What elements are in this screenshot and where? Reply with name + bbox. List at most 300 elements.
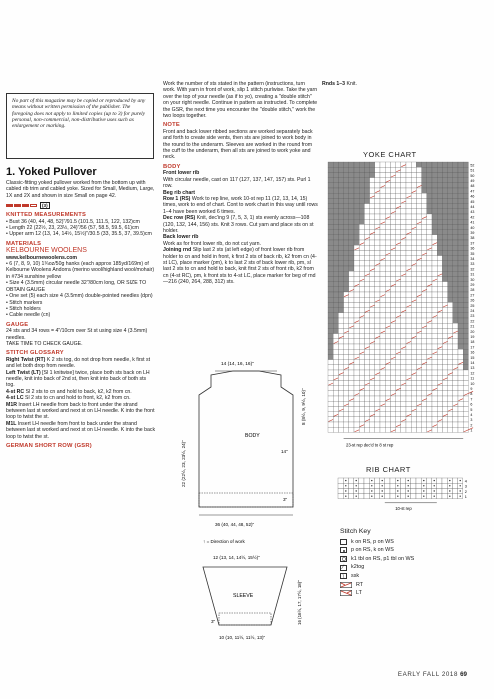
yoke-cell bbox=[333, 276, 338, 281]
yoke-cell bbox=[396, 256, 401, 261]
yoke-cell bbox=[448, 354, 453, 359]
rib-cell bbox=[411, 494, 416, 499]
yoke-cell bbox=[458, 219, 463, 224]
yoke-cell bbox=[338, 198, 343, 203]
yoke-cell bbox=[396, 245, 401, 250]
yoke-cell bbox=[380, 427, 385, 432]
yoke-cell bbox=[390, 167, 395, 172]
yoke-cell bbox=[385, 276, 390, 281]
purl-dot bbox=[371, 480, 372, 481]
yoke-cell bbox=[411, 391, 416, 396]
yoke-row-number: 21 bbox=[470, 324, 475, 329]
yoke-cell bbox=[437, 178, 442, 183]
yoke-cell bbox=[354, 224, 359, 229]
yoke-cell bbox=[416, 198, 421, 203]
yoke-cell bbox=[375, 323, 380, 328]
yoke-cell bbox=[359, 183, 364, 188]
yoke-cell bbox=[359, 198, 364, 203]
material-item: • 6 (7, 8, 9, 10) 1¾oz/50g hanks (each approx 185yd/169m) of Kelbourne Woolens Andorra (merino wool/highland wool/mohair) in #734 sunshine yellow bbox=[6, 261, 155, 280]
yoke-cell bbox=[432, 375, 437, 380]
yoke-cell bbox=[338, 344, 343, 349]
yoke-cell bbox=[437, 386, 442, 391]
yoke-row-number: 16 bbox=[470, 350, 475, 355]
purl-dot bbox=[460, 490, 461, 491]
rib-cell bbox=[452, 478, 457, 483]
yoke-cell bbox=[442, 224, 447, 229]
yoke-cell bbox=[354, 375, 359, 380]
yoke-cell bbox=[437, 318, 442, 323]
yoke-cell bbox=[390, 230, 395, 235]
yoke-cell bbox=[354, 162, 359, 167]
yoke-cell bbox=[364, 266, 369, 271]
copyright-notice: No part of this magazine may be copied or reproduced by any means without written permission of the publisher. The foregoing does not apply to limited copies (up to 3) for purely personal, non-commercial, non-distributive uses such as enlargement or marking. bbox=[6, 93, 154, 159]
yoke-cell bbox=[385, 308, 390, 313]
key-label: LT bbox=[356, 590, 362, 597]
yoke-cell bbox=[349, 282, 354, 287]
yoke-cell bbox=[401, 209, 406, 214]
purl-dot bbox=[397, 490, 398, 491]
yoke-cell bbox=[453, 334, 458, 339]
yoke-row-number: 1 bbox=[470, 428, 473, 433]
yoke-cell bbox=[344, 354, 349, 359]
yoke-cell bbox=[442, 297, 447, 302]
yoke-cell bbox=[458, 365, 463, 370]
yoke-cell bbox=[344, 344, 349, 349]
yoke-cell bbox=[338, 313, 343, 318]
purl-dot bbox=[371, 496, 372, 497]
yoke-cell bbox=[411, 271, 416, 276]
yoke-cell bbox=[344, 219, 349, 224]
yoke-cell bbox=[385, 334, 390, 339]
purl-dot bbox=[434, 480, 435, 481]
yoke-cell bbox=[427, 219, 432, 224]
yoke-cell bbox=[448, 417, 453, 422]
yoke-cell bbox=[359, 427, 364, 432]
joining-term: Joining rnd bbox=[163, 247, 192, 254]
yoke-cell bbox=[370, 256, 375, 261]
yoke-cell bbox=[432, 282, 437, 287]
yoke-cell bbox=[416, 271, 421, 276]
yoke-cell bbox=[411, 209, 416, 214]
yoke-cell bbox=[448, 240, 453, 245]
yoke-cell bbox=[380, 261, 385, 266]
yoke-cell bbox=[411, 380, 416, 385]
yoke-cell bbox=[338, 266, 343, 271]
yoke-cell bbox=[432, 370, 437, 375]
yoke-cell bbox=[338, 167, 343, 172]
yoke-cell bbox=[406, 282, 411, 287]
yoke-cell bbox=[448, 308, 453, 313]
yoke-cell bbox=[432, 323, 437, 328]
yoke-row-number: 23 bbox=[470, 314, 475, 319]
purl-dot bbox=[345, 480, 346, 481]
yoke-cell bbox=[401, 276, 406, 281]
rib-cell bbox=[359, 483, 364, 488]
yoke-cell bbox=[463, 313, 468, 318]
yoke-row-number: 33 bbox=[470, 262, 475, 267]
yoke-cell bbox=[453, 240, 458, 245]
yoke-cell bbox=[406, 427, 411, 432]
yoke-cell bbox=[349, 313, 354, 318]
yoke-cell bbox=[354, 219, 359, 224]
yoke-cell bbox=[437, 354, 442, 359]
purl-dot bbox=[382, 480, 383, 481]
yoke-cell bbox=[333, 214, 338, 219]
yoke-cell bbox=[437, 391, 442, 396]
yoke-cell bbox=[380, 287, 385, 292]
yoke-cell bbox=[422, 380, 427, 385]
yoke-cell bbox=[354, 401, 359, 406]
rib-cell bbox=[426, 494, 431, 499]
yoke-cell bbox=[385, 261, 390, 266]
yoke-cell bbox=[338, 417, 343, 422]
yoke-cell bbox=[338, 354, 343, 359]
yoke-cell bbox=[406, 162, 411, 167]
yoke-cell bbox=[448, 287, 453, 292]
yoke-cell bbox=[453, 292, 458, 297]
yoke-cell bbox=[458, 370, 463, 375]
yoke-cell bbox=[354, 235, 359, 240]
yoke-cell bbox=[385, 344, 390, 349]
yoke-cell bbox=[328, 344, 333, 349]
yoke-cell bbox=[416, 240, 421, 245]
yoke-cell bbox=[380, 235, 385, 240]
yoke-cell bbox=[411, 292, 416, 297]
yoke-cell bbox=[453, 287, 458, 292]
skill-bar bbox=[30, 204, 37, 207]
yoke-cell bbox=[396, 334, 401, 339]
yoke-cell bbox=[401, 323, 406, 328]
yoke-cell bbox=[364, 349, 369, 354]
yoke-cell bbox=[354, 313, 359, 318]
yoke-cell bbox=[333, 162, 338, 167]
yoke-cell bbox=[411, 219, 416, 224]
yoke-cell bbox=[422, 193, 427, 198]
measurements-heading: KNITTED MEASUREMENTS bbox=[6, 212, 87, 219]
yoke-cell bbox=[432, 250, 437, 255]
key-label: ssk bbox=[351, 572, 360, 579]
yoke-cell bbox=[375, 198, 380, 203]
yoke-cell bbox=[406, 287, 411, 292]
yarn-url[interactable]: www.kelbournewoolens.com bbox=[6, 254, 78, 261]
yoke-cell bbox=[338, 287, 343, 292]
yoke-cell bbox=[458, 178, 463, 183]
yoke-cell bbox=[375, 230, 380, 235]
key-label: RT bbox=[356, 581, 364, 588]
yoke-row-number: 12 bbox=[470, 371, 475, 376]
yoke-cell bbox=[349, 204, 354, 209]
yoke-cell bbox=[432, 198, 437, 203]
yoke-cell bbox=[359, 261, 364, 266]
yoke-cell bbox=[422, 412, 427, 417]
yoke-cell bbox=[385, 172, 390, 177]
yoke-cell bbox=[463, 308, 468, 313]
yoke-cell bbox=[427, 370, 432, 375]
yoke-cell bbox=[380, 276, 385, 281]
yoke-cell bbox=[385, 256, 390, 261]
yoke-cell bbox=[338, 235, 343, 240]
yoke-cell bbox=[370, 276, 375, 281]
rib-cell bbox=[390, 494, 395, 499]
yoke-cell bbox=[390, 266, 395, 271]
yoke-cell bbox=[411, 427, 416, 432]
yoke-cell bbox=[411, 230, 416, 235]
yoke-cell bbox=[359, 282, 364, 287]
yoke-cell bbox=[448, 271, 453, 276]
yoke-cell bbox=[354, 344, 359, 349]
yoke-cell bbox=[359, 354, 364, 359]
yoke-row-number: 36 bbox=[470, 246, 475, 251]
yoke-cell bbox=[364, 162, 369, 167]
yoke-cell bbox=[432, 396, 437, 401]
yoke-cell bbox=[328, 240, 333, 245]
yoke-cell bbox=[437, 209, 442, 214]
purl-dot bbox=[434, 485, 435, 486]
yoke-cell bbox=[333, 198, 338, 203]
yoke-cell bbox=[380, 406, 385, 411]
yoke-cell bbox=[344, 198, 349, 203]
yoke-cell bbox=[370, 224, 375, 229]
yoke-cell bbox=[338, 261, 343, 266]
yoke-cell bbox=[333, 204, 338, 209]
yoke-cell bbox=[390, 188, 395, 193]
yoke-cell bbox=[406, 365, 411, 370]
yoke-cell bbox=[328, 412, 333, 417]
yoke-cell bbox=[328, 318, 333, 323]
yoke-cell bbox=[354, 178, 359, 183]
yoke-cell bbox=[432, 344, 437, 349]
yoke-cell bbox=[448, 261, 453, 266]
yoke-row-number: 15 bbox=[470, 355, 475, 360]
purl-dot bbox=[449, 496, 450, 497]
yoke-cell bbox=[333, 328, 338, 333]
yoke-cell bbox=[349, 261, 354, 266]
yoke-cell bbox=[338, 318, 343, 323]
yoke-cell bbox=[338, 365, 343, 370]
yoke-cell bbox=[453, 230, 458, 235]
yoke-cell bbox=[359, 328, 364, 333]
measurement-item: • Bust 36 (40, 44, 48, 52)"/91.5 (101.5, 111.5, 122, 132)cm bbox=[6, 218, 140, 225]
skill-level bbox=[6, 202, 156, 209]
yoke-cell bbox=[411, 256, 416, 261]
yoke-cell bbox=[354, 167, 359, 172]
yoke-cell bbox=[333, 313, 338, 318]
yoke-cell bbox=[422, 339, 427, 344]
yoke-cell bbox=[442, 360, 447, 365]
purl-dot bbox=[397, 480, 398, 481]
yoke-row-number: 49 bbox=[470, 179, 475, 183]
yoke-cell bbox=[338, 245, 343, 250]
yoke-row-number: 52 bbox=[470, 163, 475, 168]
yoke-cell bbox=[370, 380, 375, 385]
yoke-cell bbox=[453, 172, 458, 177]
yoke-cell bbox=[380, 178, 385, 183]
yoke-cell bbox=[380, 334, 385, 339]
yoke-cell bbox=[359, 271, 364, 276]
yoke-cell bbox=[437, 224, 442, 229]
yoke-cell bbox=[432, 318, 437, 323]
yoke-cell bbox=[458, 354, 463, 359]
yoke-cell bbox=[432, 172, 437, 177]
yoke-cell bbox=[437, 230, 442, 235]
yoke-cell bbox=[338, 276, 343, 281]
purl-dot bbox=[449, 490, 450, 491]
yoke-cell bbox=[364, 183, 369, 188]
yoke-cell bbox=[375, 354, 380, 359]
yoke-cell bbox=[432, 360, 437, 365]
yoke-cell bbox=[364, 422, 369, 427]
yoke-cell bbox=[453, 302, 458, 307]
purl-dot bbox=[460, 485, 461, 486]
yoke-cell bbox=[442, 349, 447, 354]
yoke-cell bbox=[370, 282, 375, 287]
yoke-cell bbox=[370, 188, 375, 193]
yoke-cell bbox=[458, 401, 463, 406]
yoke-cell bbox=[458, 406, 463, 411]
yoke-row-number: 30 bbox=[470, 277, 475, 282]
yoke-cell bbox=[359, 308, 364, 313]
yoke-cell bbox=[364, 256, 369, 261]
yoke-cell bbox=[364, 193, 369, 198]
yoke-cell bbox=[463, 209, 468, 214]
yoke-cell bbox=[385, 401, 390, 406]
yoke-cell bbox=[432, 380, 437, 385]
yoke-cell bbox=[349, 276, 354, 281]
rib-cell bbox=[442, 488, 447, 493]
yoke-cell bbox=[401, 406, 406, 411]
yoke-cell bbox=[453, 204, 458, 209]
yoke-cell bbox=[385, 422, 390, 427]
yoke-cell bbox=[359, 214, 364, 219]
intro-text: Classic-fitting yoked pullover worked from the bottom up with cabled rib trim and cabled yoke. Sized for Small, Medium, Large, 1X and 2X and shown in size Small on page 42. bbox=[6, 180, 155, 199]
yoke-cell bbox=[427, 375, 432, 380]
yoke-cell bbox=[344, 240, 349, 245]
yoke-cell bbox=[349, 240, 354, 245]
rib-cell bbox=[374, 488, 379, 493]
yoke-cell bbox=[427, 256, 432, 261]
yoke-cell bbox=[328, 224, 333, 229]
yoke-cell bbox=[453, 183, 458, 188]
yoke-cell bbox=[406, 183, 411, 188]
yoke-cell bbox=[442, 188, 447, 193]
yoke-cell bbox=[396, 266, 401, 271]
yoke-cell bbox=[396, 297, 401, 302]
yoke-cell bbox=[458, 292, 463, 297]
yoke-cell bbox=[375, 292, 380, 297]
yoke-cell bbox=[390, 328, 395, 333]
yoke-cell bbox=[359, 365, 364, 370]
yoke-cell bbox=[349, 230, 354, 235]
yoke-cell bbox=[359, 380, 364, 385]
yoke-cell bbox=[401, 375, 406, 380]
yoke-cell bbox=[448, 318, 453, 323]
yoke-cell bbox=[458, 245, 463, 250]
yoke-cell bbox=[453, 318, 458, 323]
yoke-cell bbox=[328, 183, 333, 188]
yoke-cell bbox=[401, 261, 406, 266]
yoke-cell bbox=[406, 344, 411, 349]
yoke-cell bbox=[359, 370, 364, 375]
yoke-cell bbox=[328, 313, 333, 318]
yoke-cell bbox=[432, 391, 437, 396]
yoke-cell bbox=[401, 401, 406, 406]
yoke-cell bbox=[364, 167, 369, 172]
yoke-cell bbox=[375, 417, 380, 422]
yoke-cell bbox=[359, 391, 364, 396]
yoke-cell bbox=[364, 354, 369, 359]
yoke-cell bbox=[427, 214, 432, 219]
skill-bar bbox=[22, 204, 29, 207]
yoke-cell bbox=[406, 386, 411, 391]
yoke-cell bbox=[411, 401, 416, 406]
yoke-cell bbox=[406, 256, 411, 261]
yoke-cell bbox=[411, 417, 416, 422]
yoke-cell bbox=[396, 328, 401, 333]
yoke-cell bbox=[390, 261, 395, 266]
yoke-cell bbox=[416, 396, 421, 401]
yoke-cell bbox=[370, 204, 375, 209]
yoke-cell bbox=[463, 178, 468, 183]
yoke-cell bbox=[328, 427, 333, 432]
yoke-cell bbox=[416, 391, 421, 396]
yoke-cell bbox=[416, 380, 421, 385]
yoke-cell bbox=[442, 292, 447, 297]
yoke-cell bbox=[359, 334, 364, 339]
yoke-cell bbox=[396, 224, 401, 229]
yoke-cell bbox=[344, 427, 349, 432]
yoke-cell bbox=[328, 193, 333, 198]
yoke-cell bbox=[338, 188, 343, 193]
measurement-item: • Upper arm 12 (13, 14, 14½, 15½)"/30.5 (33, 35.5, 37, 39.5)cm bbox=[6, 231, 152, 238]
yoke-cell bbox=[338, 391, 343, 396]
cuff-measure: 10 (10, 11½, 11½, 13)" bbox=[219, 635, 266, 640]
yoke-cell bbox=[427, 250, 432, 255]
yoke-cell bbox=[448, 427, 453, 432]
note-heading: NOTE bbox=[163, 122, 180, 129]
rib-cell bbox=[442, 478, 447, 483]
yoke-cell bbox=[411, 365, 416, 370]
yoke-cell bbox=[406, 188, 411, 193]
yoke-cell bbox=[437, 412, 442, 417]
yoke-cell bbox=[380, 162, 385, 167]
yoke-row-number: 25 bbox=[470, 303, 475, 308]
yoke-cell bbox=[432, 178, 437, 183]
yoke-cell bbox=[385, 193, 390, 198]
purl-dot bbox=[408, 480, 409, 481]
yoke-cell bbox=[338, 349, 343, 354]
yoke-cell bbox=[416, 188, 421, 193]
yoke-cell bbox=[385, 245, 390, 250]
yoke-cell bbox=[422, 172, 427, 177]
yoke-cell bbox=[427, 235, 432, 240]
yoke-cell bbox=[390, 297, 395, 302]
yoke-cell bbox=[463, 224, 468, 229]
yoke-row-number: 47 bbox=[470, 189, 475, 194]
sleeve-label: SLEEVE bbox=[233, 593, 254, 599]
yoke-cell bbox=[406, 235, 411, 240]
yoke-cell bbox=[344, 297, 349, 302]
yoke-cell bbox=[354, 183, 359, 188]
yoke-cell bbox=[401, 328, 406, 333]
yoke-cell bbox=[359, 396, 364, 401]
yoke-cell bbox=[390, 380, 395, 385]
yoke-cell bbox=[349, 370, 354, 375]
yoke-cell bbox=[396, 308, 401, 313]
yoke-cell bbox=[333, 167, 338, 172]
schematic-diagram bbox=[163, 357, 321, 659]
yoke-cell bbox=[458, 250, 463, 255]
yoke-cell bbox=[401, 172, 406, 177]
